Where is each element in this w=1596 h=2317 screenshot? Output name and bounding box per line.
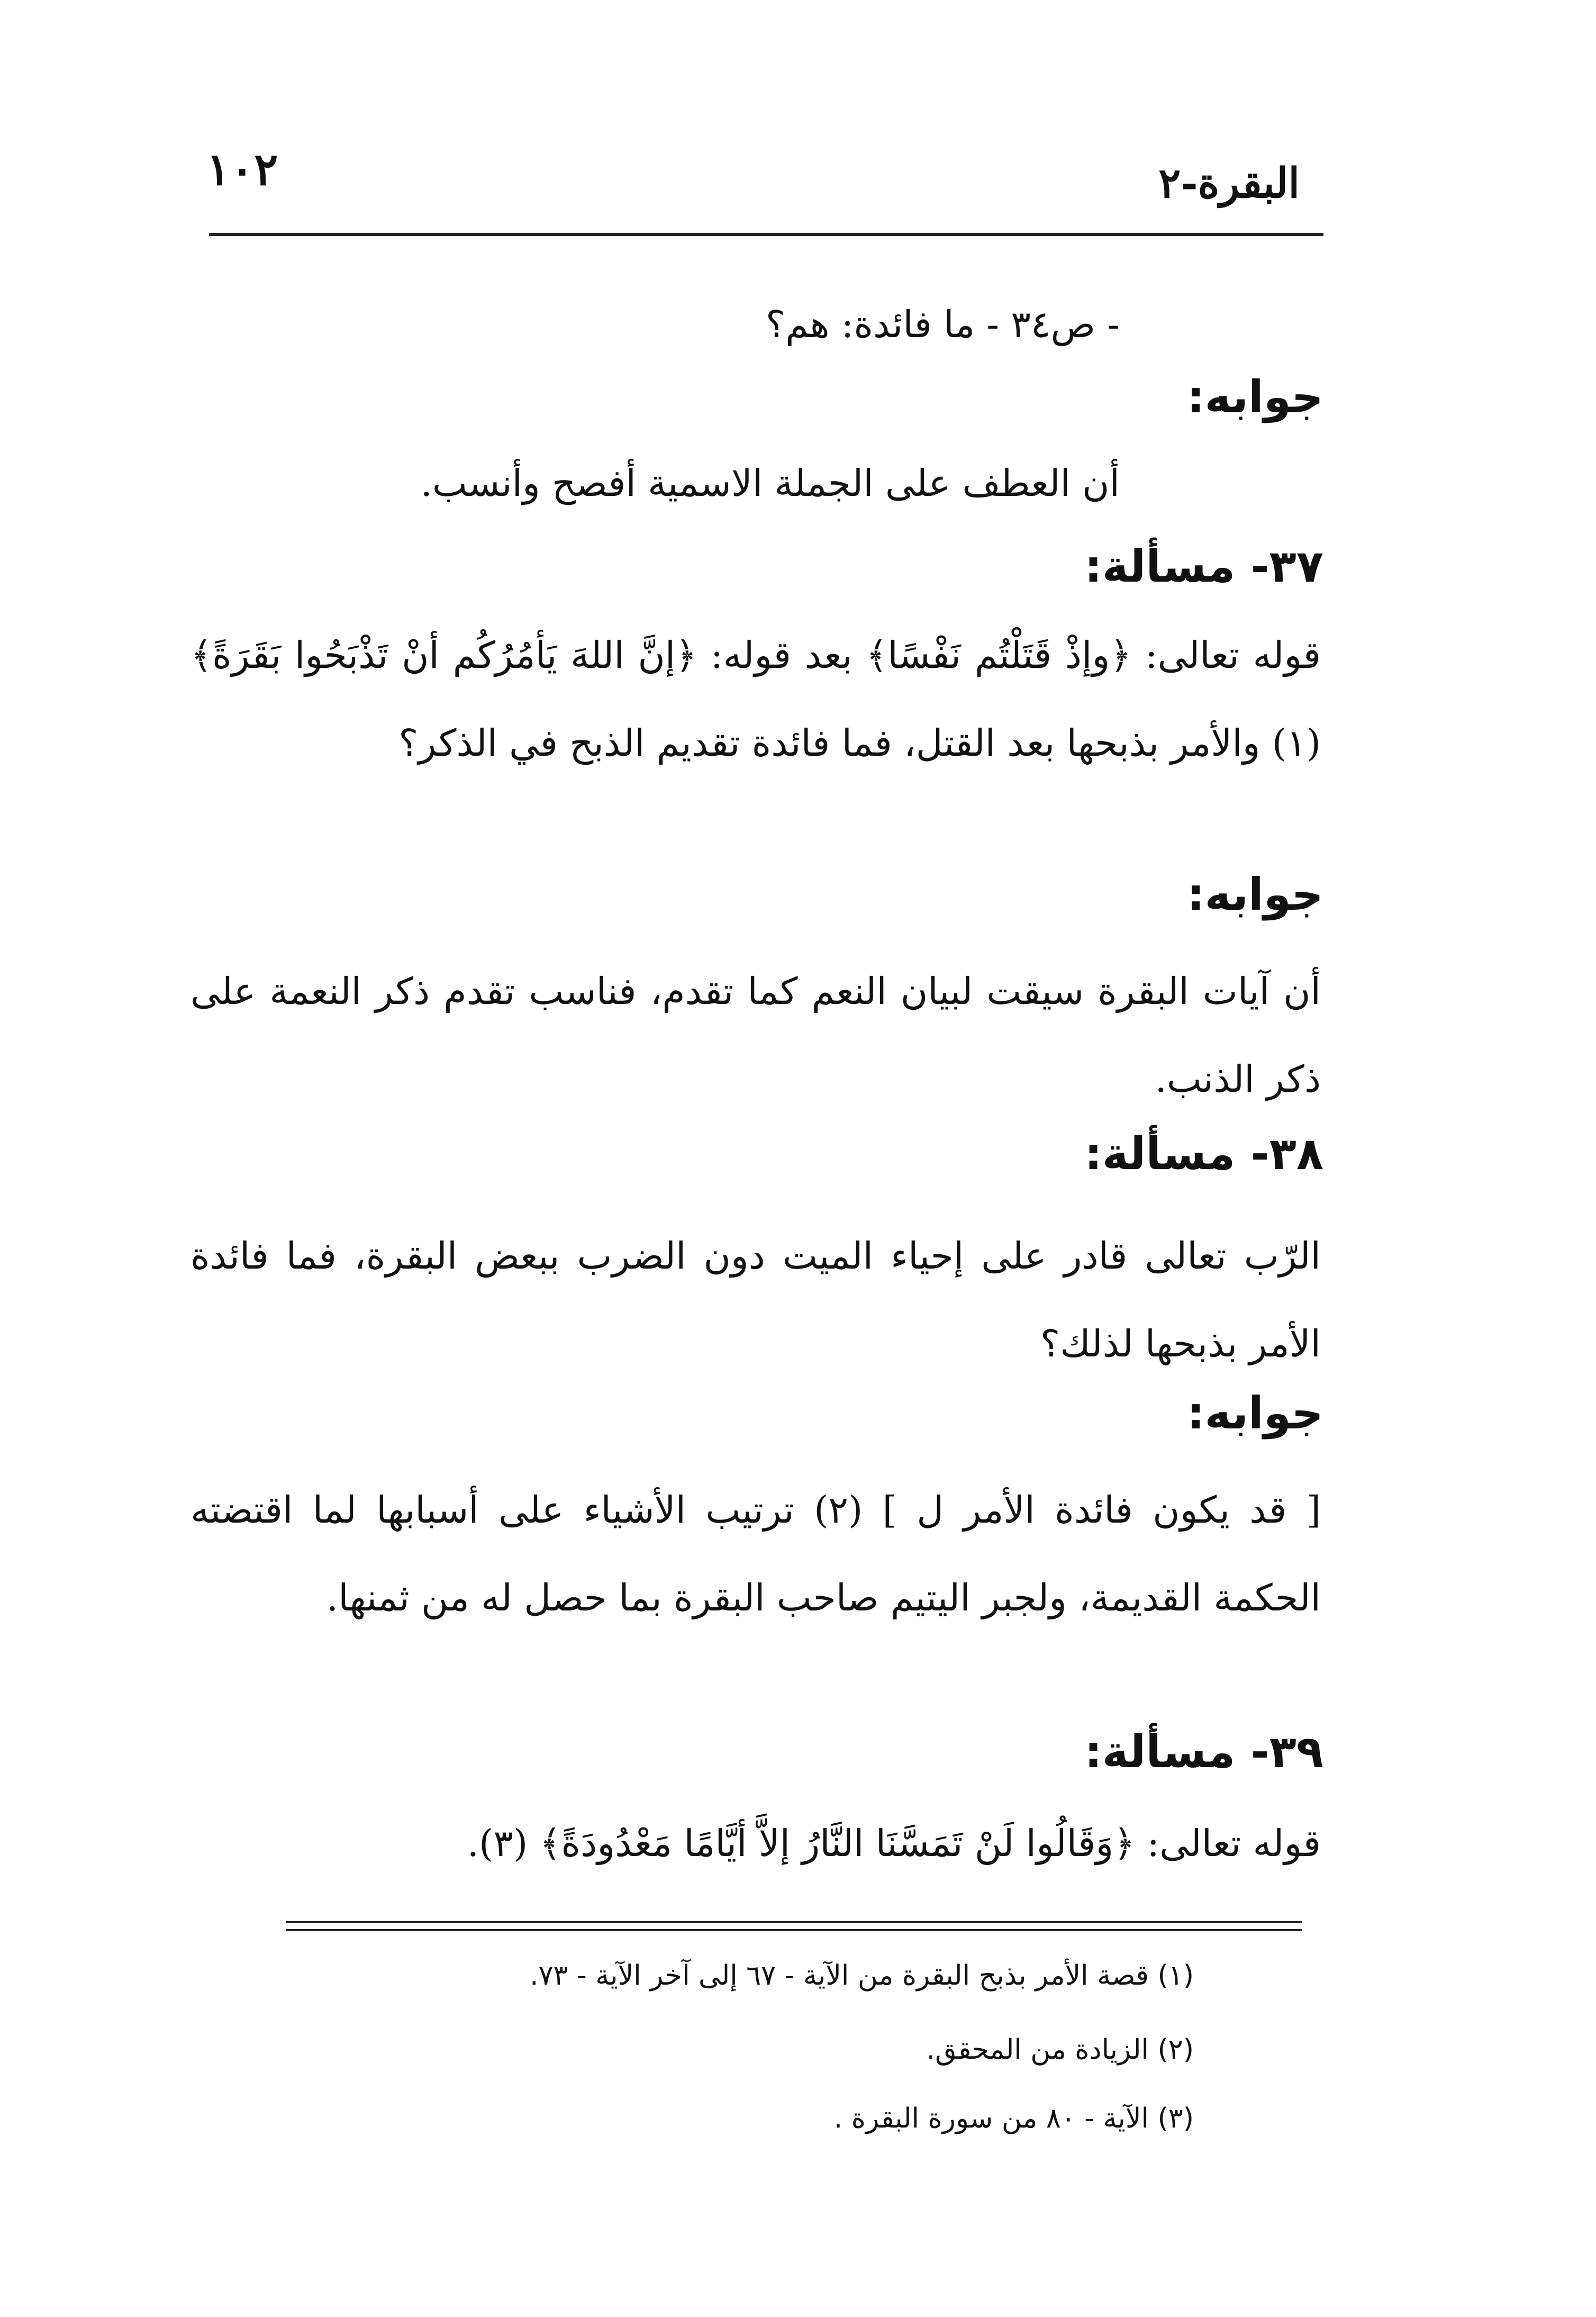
footnote-divider-1 (286, 1921, 1302, 1923)
footnote-divider-2 (286, 1929, 1302, 1931)
question-heading-38: ٣٨- مسألة: (1084, 1128, 1323, 1180)
question-text-37: قوله تعالى: ﴿وإذْ قَتَلْتُم نَفْسًا﴾ بعد قوله: ﴿إنَّ اللهَ يَأمُرُكُم أنْ تَذْبَحُوا بَقَرَةً﴾ (١) والأمر بذبحها بعد القتل، فما فائدة تقديم الذبح في الذكر؟ (191, 633, 1321, 765)
answer-heading-38: جوابه: (1186, 1387, 1323, 1439)
question-heading-37: ٣٧- مسألة: (1084, 540, 1323, 592)
running-header-title: البقرة-٢ (1158, 159, 1300, 207)
footnote-2: (٢) الزيادة من المحقق. (926, 2034, 1194, 2066)
answer-heading-1: جوابه: (1186, 371, 1323, 423)
answer-text-1: أن العطف على الجملة الاسمية أفصح وأنسب. (420, 461, 1120, 505)
page-number: ١٠٢ (206, 143, 278, 195)
header-divider (209, 233, 1323, 236)
answer-text-37: أن آيات البقرة سيقت لبيان النعم كما تقدم، فناسب تقدم ذكر النعمة على ذكر الذنب. (191, 970, 1321, 1101)
question-text-38: الرّب تعالى قادر على إحياء الميت دون الضرب ببعض البقرة، فما فائدة الأمر بذبحها لذلك؟ (191, 1234, 1321, 1365)
question-heading-39: ٣٩- مسألة: (1084, 1726, 1323, 1778)
answer-heading-37: جوابه: (1186, 868, 1323, 920)
answer-text-38: [ قد يكون فائدة الأمر ل ] (٢) ترتيب الأشياء على أسبابها لما اقتضته الحكمة القديمة، ولجبر اليتيم صاحب البقرة بما حصل له من ثمنها. (191, 1488, 1321, 1619)
question-text-39: قوله تعالى: ﴿وَقَالُوا لَنْ تَمَسَّنَا النَّارُ إلاَّ أيَّامًا مَعْدُودَةً﴾ (٣). (467, 1822, 1321, 1865)
footnote-3: (٣) الآية - ٨٠ من سورة البقرة . (833, 2103, 1194, 2134)
top-note-line: - ص٣٤ - ما فائدة: هم؟ (765, 303, 1120, 346)
footnote-1: (١) قصة الأمر بذبح البقرة من الآية - ٦٧ إلى آخر الآية - ٧٣. (530, 1960, 1194, 1992)
